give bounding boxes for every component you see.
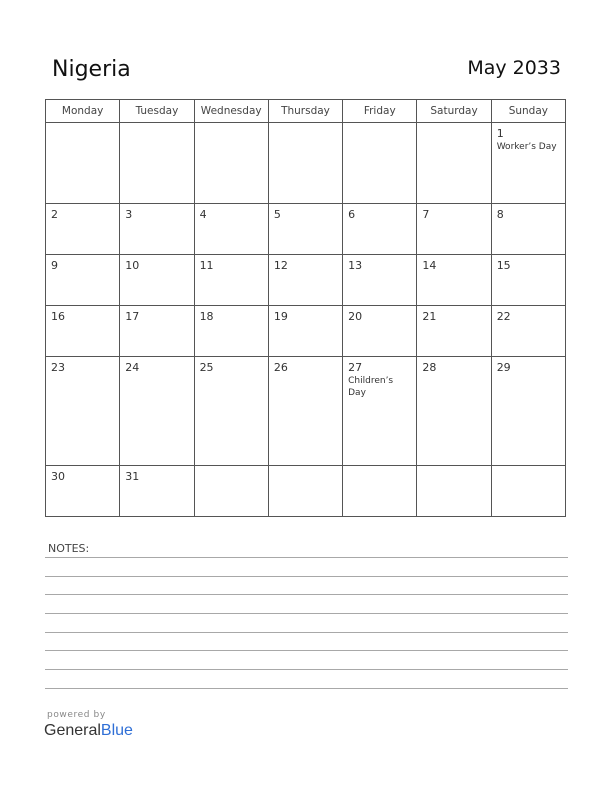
day-number: 30 [51, 469, 65, 483]
day-number: 21 [422, 310, 437, 324]
day-cell [343, 306, 417, 357]
week-row [46, 123, 566, 204]
day-cell [417, 204, 491, 255]
day-number: 31 [125, 469, 140, 483]
notes-line [45, 632, 568, 633]
day-cell [46, 357, 120, 466]
day-number: 8 [496, 208, 504, 222]
day-number: 17 [125, 310, 140, 324]
day-number: 9 [51, 259, 58, 273]
day-cell [46, 255, 120, 306]
day-cell [120, 123, 194, 204]
day-cell [120, 357, 194, 466]
week-row [46, 357, 566, 466]
day-number: 27 [348, 361, 363, 375]
week-row [46, 465, 566, 516]
day-cell [46, 123, 120, 204]
day-number: 22 [496, 310, 511, 324]
day-number: 4 [199, 208, 207, 222]
notes-line [45, 613, 568, 614]
day-number: 16 [51, 310, 65, 324]
weekday-friday: Friday [343, 100, 417, 123]
day-cell [268, 465, 342, 516]
day-number: 1 [496, 127, 504, 140]
day-cell [417, 465, 491, 516]
day-cell [194, 357, 268, 466]
notes-line [45, 557, 568, 558]
weekday-monday: Monday [46, 100, 120, 123]
day-number: 14 [422, 259, 437, 273]
day-cell [343, 255, 417, 306]
day-number: 13 [348, 259, 363, 273]
notes-line [45, 669, 568, 670]
day-cell [268, 357, 342, 466]
week-row [46, 255, 566, 306]
day-cell [194, 465, 268, 516]
notes-line [45, 688, 568, 689]
day-cell [343, 357, 417, 466]
day-cell [417, 306, 491, 357]
day-cell [268, 306, 342, 357]
day-cell [194, 255, 268, 306]
day-number: 29 [496, 361, 511, 375]
weekday-sunday: Sunday [491, 100, 565, 123]
day-cell [417, 357, 491, 466]
day-cell [120, 204, 194, 255]
holiday-label: Children’s Day [348, 376, 394, 399]
day-cell [194, 306, 268, 357]
day-number: 10 [125, 259, 140, 273]
weekday-header-row [46, 100, 566, 123]
day-cell [46, 306, 120, 357]
weekday-saturday: Saturday [417, 100, 491, 123]
notes-line [45, 594, 568, 595]
weekday-thursday: Thursday [268, 100, 342, 123]
country-title: Nigeria [52, 57, 131, 82]
day-number: 2 [51, 208, 58, 222]
logo-general: General [44, 722, 101, 739]
day-number: 7 [422, 208, 430, 222]
day-number: 6 [348, 208, 356, 222]
day-number: 23 [51, 361, 65, 375]
day-cell [120, 465, 194, 516]
week-row [46, 204, 566, 255]
day-cell [46, 204, 120, 255]
day-cell [268, 123, 342, 204]
month-title: May 2033 [467, 57, 561, 79]
day-cell [268, 204, 342, 255]
calendar-grid [45, 99, 566, 517]
day-number: 24 [125, 361, 140, 375]
day-cell [491, 255, 565, 306]
day-cell [417, 255, 491, 306]
day-cell [343, 204, 417, 255]
day-cell [343, 123, 417, 204]
notes-line [45, 576, 568, 577]
holiday-label: Worker’s Day [496, 142, 557, 152]
notes-label: NOTES: [48, 542, 90, 555]
day-cell [194, 204, 268, 255]
day-cell [46, 465, 120, 516]
day-number: 28 [422, 361, 437, 375]
day-cell [491, 306, 565, 357]
week-row [46, 306, 566, 357]
day-number: 25 [199, 361, 214, 375]
weekday-tuesday: Tuesday [120, 100, 194, 123]
day-number: 18 [199, 310, 214, 324]
day-number: 19 [273, 310, 288, 324]
day-cell [268, 255, 342, 306]
day-cell [417, 123, 491, 204]
notes-line [45, 650, 568, 651]
weekday-wednesday: Wednesday [194, 100, 268, 123]
day-number: 11 [199, 259, 214, 273]
powered-by-label: powered by [47, 710, 106, 720]
day-cell [120, 306, 194, 357]
day-number: 20 [348, 310, 363, 324]
day-cell [491, 123, 565, 204]
day-cell [491, 357, 565, 466]
day-number: 26 [273, 361, 288, 375]
day-cell [194, 123, 268, 204]
day-cell [491, 465, 565, 516]
day-cell [120, 255, 194, 306]
day-number: 5 [273, 208, 281, 222]
generalblue-logo[interactable] [44, 722, 133, 740]
day-number: 15 [496, 259, 511, 273]
day-number: 3 [125, 208, 133, 222]
day-number: 12 [273, 259, 288, 273]
day-cell [491, 204, 565, 255]
logo-blue: Blue [100, 722, 133, 739]
day-cell [343, 465, 417, 516]
